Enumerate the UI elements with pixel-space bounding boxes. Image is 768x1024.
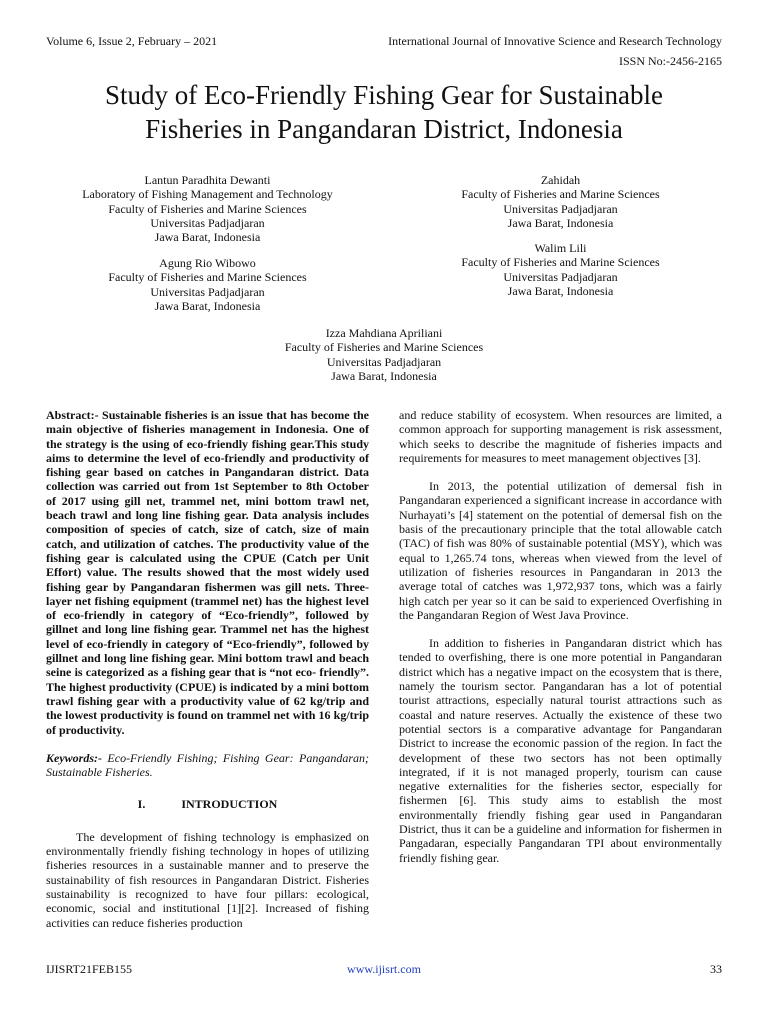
journal-name: International Journal of Innovative Science and Research Technology <box>388 34 722 48</box>
section-title: INTRODUCTION <box>181 797 278 812</box>
body-paragraph-3: In addition to fisheries in Pangandaran district which has tended to overfishing, there is one more potential in Pangandaran district which has a negative impact on the ecosystem that is there, namely the tourism sector. Pangandaran has a lot of potential tourist attractions, especially natural tourist attractions such as coastal and nature reserves. Actually the existence of these two potential sectors is a comparative advantage for Pangandaran District to increase the economic passion of the region. In fact the development of these two sectors has not been optimally integrated, if it is not managed properly, tourism can cause negative externalities for the fisheries sector, especially for fishermen [6]. This study aims to establish the most environmentally friendly fishing gear used in Pangandaran District, thus it can be a guideline and information for fishermen in Pangadaran, especially Pangandaran TPI about environmentally friendly fishing gear. <box>399 636 722 865</box>
affiliation-line: Jawa Barat, Indonesia <box>507 215 614 230</box>
keywords <box>46 751 369 780</box>
volume-issue: Volume 6, Issue 2, February – 2021 <box>46 34 218 48</box>
body-paragraph-1: and reduce stability of ecosystem. When resources are limited, a common approach for supporting management is risk assessment, which seeks to describe the magnitude of fisheries impacts and requirements for measures to meet management objectives [3]. <box>399 408 722 465</box>
paper-title <box>30 78 738 146</box>
author-block-2 <box>46 256 369 313</box>
title-line-1: Study of Eco-Friendly Fishing Gear for Sustainable <box>105 80 663 110</box>
author-block-3 <box>399 173 722 230</box>
abstract-label: Abstract <box>46 408 91 422</box>
author-block-5 <box>184 326 584 383</box>
affiliation-line: Universitas Padjadjaran <box>150 215 265 230</box>
affiliation-line: Jawa Barat, Indonesia <box>331 368 437 383</box>
affiliation-line: Jawa Barat, Indonesia <box>507 283 614 298</box>
author-block-4 <box>399 241 722 298</box>
affiliation-line: Jawa Barat, Indonesia <box>154 298 261 313</box>
affiliation-line: Universitas Padjadjaran <box>503 269 618 284</box>
keywords-label: Keywords:- <box>46 750 102 765</box>
title-line-2: Fisheries in Pangandaran District, Indonesia <box>145 114 623 144</box>
author-name: Zahidah <box>540 173 581 187</box>
affiliation-line: Faculty of Fisheries and Marine Sciences <box>108 201 307 216</box>
affiliation-line: Faculty of Fisheries and Marine Sciences <box>284 340 484 355</box>
intro-paragraph-1: The development of fishing technology is emphasized on environmentally friendly fishing technology in hopes of utilizing fisheries resources in a sustainable manner and to preserve the sustainability of fish resources in Pangandaran District. Fisheries sustainability is recognized to have four pillars: ecological, economic, social and institutional [1][2]. Increased of fishing activities can reduce fisheries production <box>46 829 369 930</box>
author-name: Lantun Paradhita Dewanti <box>144 173 271 187</box>
page-number: 33 <box>710 962 722 976</box>
author-block-1 <box>46 173 369 244</box>
body-paragraph-2: In 2013, the potential utilization of demersal fish in Pangandaran experienced a significant increase in accordance with Nurhayati’s [4] statement on the potential of demersal fish on the basis of the precautionary principle that the total allowable catch (TAC) of fish was 80% of sustainable potential (MSY), which was equal to 1,265.74 tons, whereas when viewed from the level of utilization of fisheries resources in Pangandaran in 2013 the average total of catches was 1,972,937 tons, which was a fairly high catch per year so it can be said to experienced Overfishing in the Pangandaran Region of West Java Province. <box>399 479 722 622</box>
paper-code: IJISRT21FEB155 <box>46 962 132 976</box>
keywords-text: Eco-Friendly Fishing; Fishing Gear: Pangandaran; Sustainable Fisheries. <box>46 750 369 780</box>
affiliation-line: Faculty of Fisheries and Marine Sciences <box>461 187 660 202</box>
affiliation-line: Universitas Padjadjaran <box>326 354 442 369</box>
author-name: Agung Rio Wibowo <box>159 256 256 270</box>
section-number: I. <box>137 797 146 812</box>
affiliation-line: Laboratory of Fishing Management and Technology <box>82 187 333 202</box>
affiliation-line: Jawa Barat, Indonesia <box>154 230 261 245</box>
issn: ISSN No:-2456-2165 <box>618 54 722 68</box>
affiliation-line: Faculty of Fisheries and Marine Sciences <box>461 255 660 270</box>
abstract-text: :- Sustainable fisheries is an issue that has become the main objective of fisheries management in Indonesia. One of the strategy is the using of eco-friendly fishing gear.This study aims to determine the level of eco-friendly and productivity of fishing gear based on catches in Pangandaran district. Data collection was carried out from 1st September to 8th October of 2017 using gill net, trammel net, mini bottom trawl net, beach trawl and long line fishing gear. Data analysis includes composition of species of catch, size of catch, size of main catch, and utilization of catches. The productivity value of the fishing gear is calculated using the CPUE (Catch per Unit Effort) value. The results showed that the most widely used fishing gear by Pangandaran fishermen was gill nets. Three-layer net fishing equipment (trammel net) has the highest level of eco-friendly in category of “Eco-friendly”, followed by gillnet and long line fishing gear. Trammel net has the highest level of eco-friendly in category of “Eco-friendly”, followed by gillnet and long line fishing gear. Mini bottom trawl and beach seine is categorized as a fishing gear that is “not eco- friendly”. The highest productivity (CPUE) is indicated by a mini bottom trawl fishing gear with a productivity value of 62 kg/trip and the lowest productivity is found on trammel net with 16 kg/trip of productivity. <box>46 408 369 737</box>
section-heading-introduction <box>46 797 369 811</box>
abstract <box>46 408 369 737</box>
author-name: Izza Mahdiana Apriliani <box>325 326 443 340</box>
left-column <box>46 408 369 930</box>
author-name: Walim Lili <box>534 241 587 255</box>
affiliation-line: Universitas Padjadjaran <box>503 201 618 216</box>
affiliation-line: Universitas Padjadjaran <box>150 284 265 299</box>
affiliation-line: Faculty of Fisheries and Marine Sciences <box>108 270 307 285</box>
journal-url-link[interactable]: www.ijisrt.com <box>347 962 421 976</box>
right-column <box>399 408 722 865</box>
